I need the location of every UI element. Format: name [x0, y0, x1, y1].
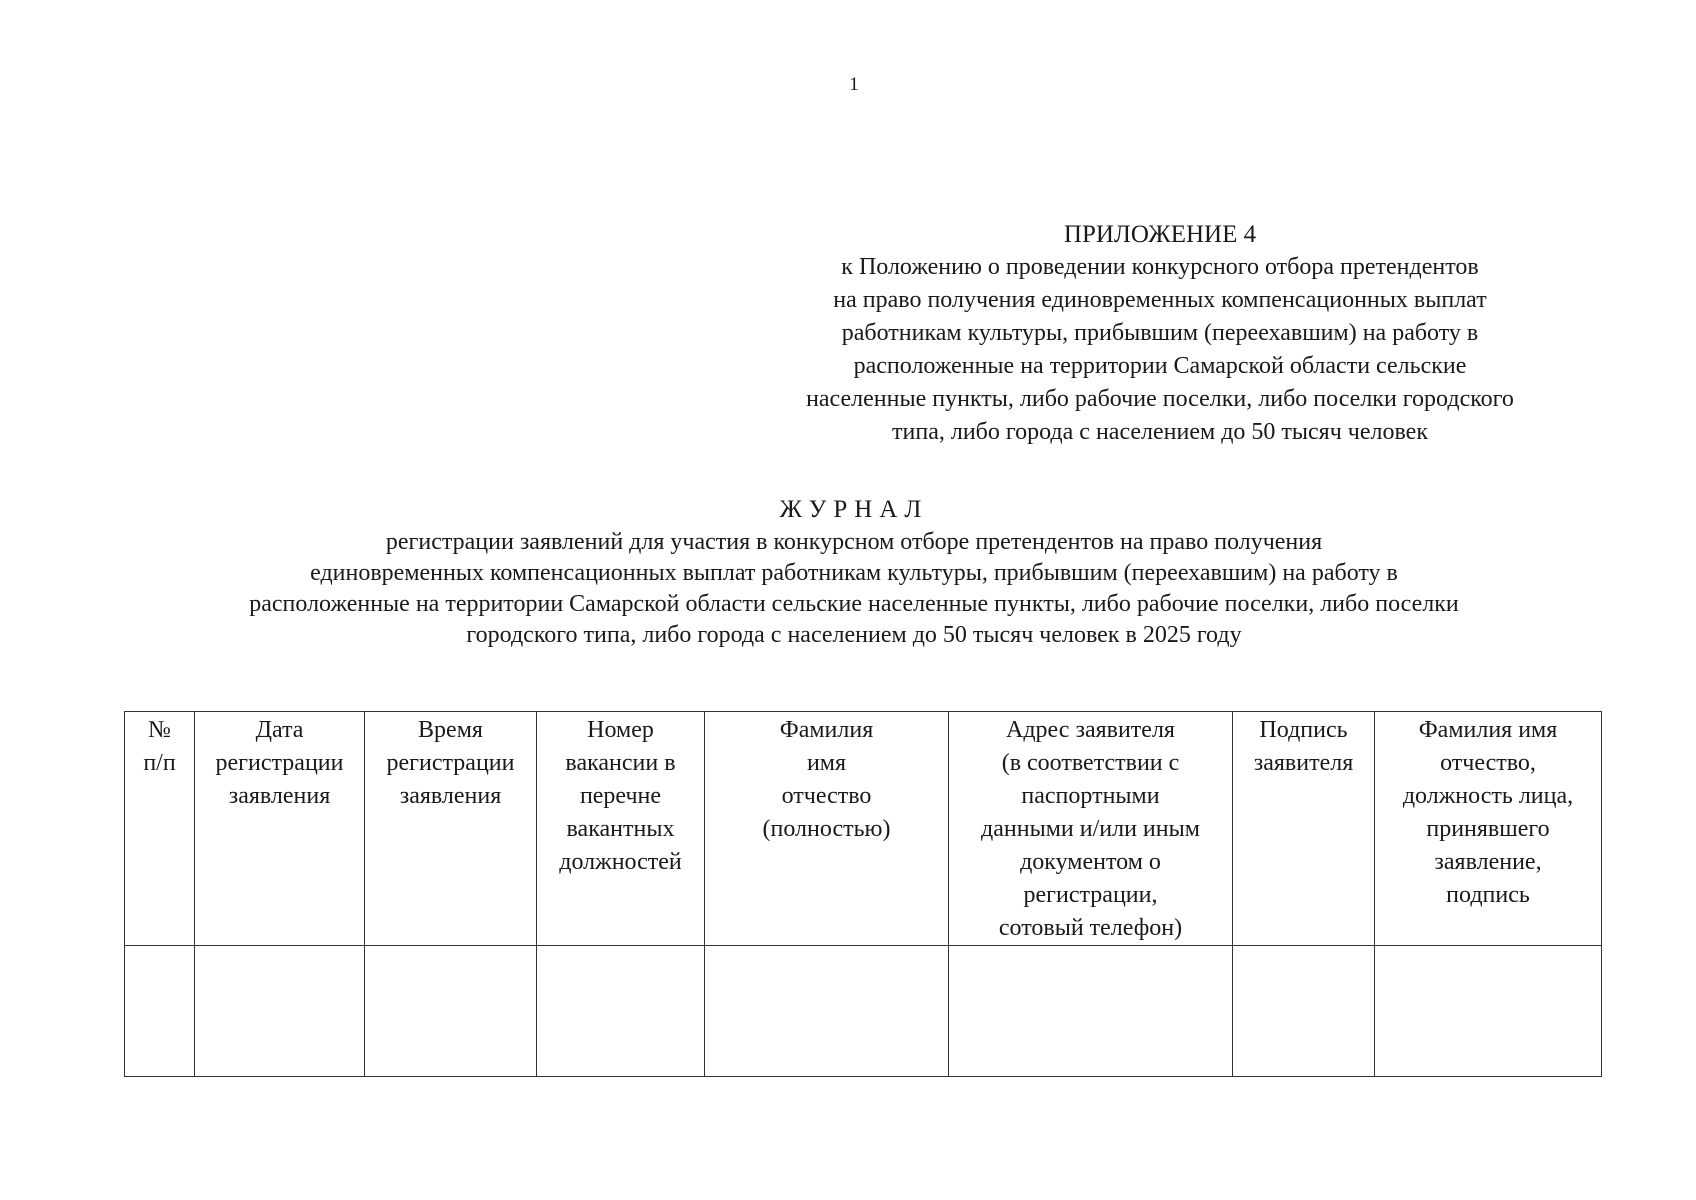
table-cell: [365, 946, 537, 1077]
col-header-registration-date: Дата регистрации заявления: [195, 712, 365, 946]
col-header-applicant-signature: Подпись заявителя: [1233, 712, 1375, 946]
table-cell: [949, 946, 1233, 1077]
col-header-applicant-address: Адрес заявителя (в соответствии с паспортными данными и/или иным документом о регистрации, сотовый телефон): [949, 712, 1233, 946]
table-cell: [125, 946, 195, 1077]
table-cell: [195, 946, 365, 1077]
col-header-registration-time: Время регистрации заявления: [365, 712, 537, 946]
journal-subtitle-line: городского типа, либо города с населением до 50 тысяч человек в 2025 году: [466, 622, 1242, 648]
col-header-number: № п/п: [125, 712, 195, 946]
appendix-line: расположенные на территории Самарской области сельские: [853, 353, 1467, 379]
table-cell: [1233, 946, 1375, 1077]
appendix-line: типа, либо города с населением до 50 тысяч человек: [892, 419, 1428, 445]
col-header-receiver: Фамилия имя отчество, должность лица, принявшего заявление, подпись: [1375, 712, 1602, 946]
appendix-line: к Положению о проведении конкурсного отбора претендентов: [841, 254, 1479, 280]
appendix-line: работникам культуры, прибывшим (переехавшим) на работу в: [841, 320, 1479, 346]
appendix-line: населенные пункты, либо рабочие поселки, либо поселки городского: [806, 386, 1514, 412]
table-cell: [705, 946, 949, 1077]
journal-subtitle-line: расположенные на территории Самарской области сельские населенные пункты, либо рабочие поселки, либо поселки: [249, 591, 1459, 617]
page-number: 1: [849, 74, 859, 95]
table-cell: [537, 946, 705, 1077]
appendix-title: ПРИЛОЖЕНИЕ 4: [1063, 221, 1257, 248]
col-header-vacancy-number: Номер вакансии в перечне вакантных должностей: [537, 712, 705, 946]
registration-table: [124, 711, 1602, 1077]
table-header-row: [125, 712, 1602, 946]
journal-subtitle-line: регистрации заявлений для участия в конкурсном отборе претендентов на право получения: [385, 529, 1323, 555]
journal-subtitle-line: единовременных компенсационных выплат работникам культуры, прибывшим (переехавшим) на работу в: [310, 560, 1398, 586]
table-row: [125, 946, 1602, 1077]
appendix-block: [730, 218, 1590, 449]
col-header-full-name: Фамилия имя отчество (полностью): [705, 712, 949, 946]
table-cell: [1375, 946, 1602, 1077]
journal-block: [0, 494, 1696, 651]
appendix-line: на право получения единовременных компенсационных выплат: [833, 287, 1487, 313]
journal-title: ЖУРНАЛ: [779, 496, 929, 523]
